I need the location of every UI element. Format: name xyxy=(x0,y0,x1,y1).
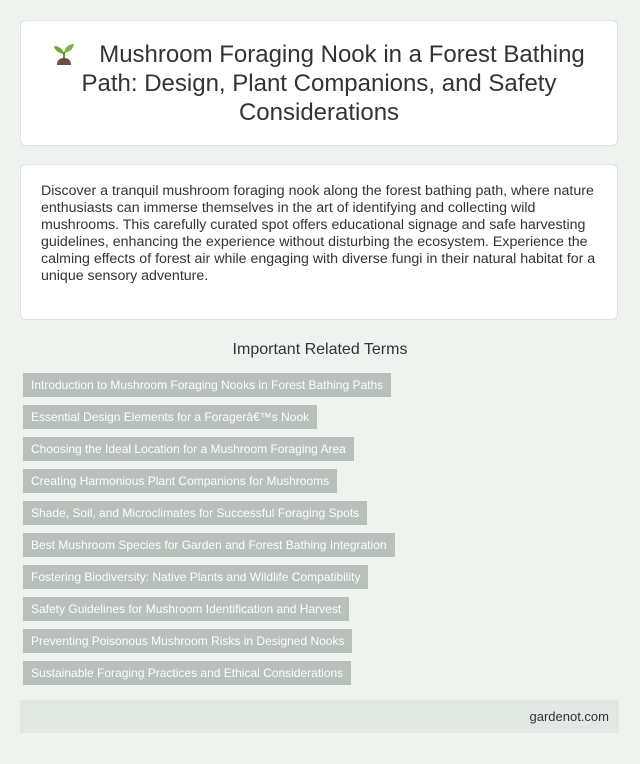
related-term-link[interactable]: Creating Harmonious Plant Companions for Mushrooms xyxy=(23,469,337,493)
related-term-link[interactable]: Safety Guidelines for Mushroom Identification and Harvest xyxy=(23,597,349,621)
site-name[interactable]: gardenot.com xyxy=(529,709,609,724)
related-terms-list xyxy=(23,373,395,693)
page-title-text: Mushroom Foraging Nook in a Forest Bathing Path: Design, Plant Companions, and Safety Considerations xyxy=(81,40,585,126)
intro-paragraph: Discover a tranquil mushroom foraging nook along the forest bathing path, where nature enthusiasts can immerse themselves in the art of identifying and collecting wild mushrooms. This carefully curated spot offers educational signage and safe harvesting guidelines, enhancing the experience without disturbing the ecosystem. Experience the calming effects of forest air while engaging with diverse fungi in their natural habitat for a unique sensory adventure. xyxy=(41,183,596,284)
footer-bar xyxy=(20,700,619,733)
related-term-link[interactable]: Fostering Biodiversity: Native Plants and Wildlife Compatibility xyxy=(23,565,368,589)
related-term-link[interactable]: Choosing the Ideal Location for a Mushroom Foraging Area xyxy=(23,437,354,461)
title-card xyxy=(20,20,618,146)
related-term-link[interactable]: Introduction to Mushroom Foraging Nooks in Forest Bathing Paths xyxy=(23,373,391,397)
page-title xyxy=(45,40,593,127)
related-terms-heading: Important Related Terms xyxy=(232,341,408,358)
related-term-link[interactable]: Essential Design Elements for a Foragerâ€™s Nook xyxy=(23,405,317,429)
intro-card xyxy=(20,164,618,320)
related-term-link[interactable]: Shade, Soil, and Microclimates for Successful Foraging Spots xyxy=(23,501,367,525)
related-term-link[interactable]: Preventing Poisonous Mushroom Risks in Designed Nooks xyxy=(23,629,352,653)
related-term-link[interactable]: Sustainable Foraging Practices and Ethical Considerations xyxy=(23,661,351,685)
seedling-icon xyxy=(53,41,75,65)
related-term-link[interactable]: Best Mushroom Species for Garden and Forest Bathing Integration xyxy=(23,533,395,557)
